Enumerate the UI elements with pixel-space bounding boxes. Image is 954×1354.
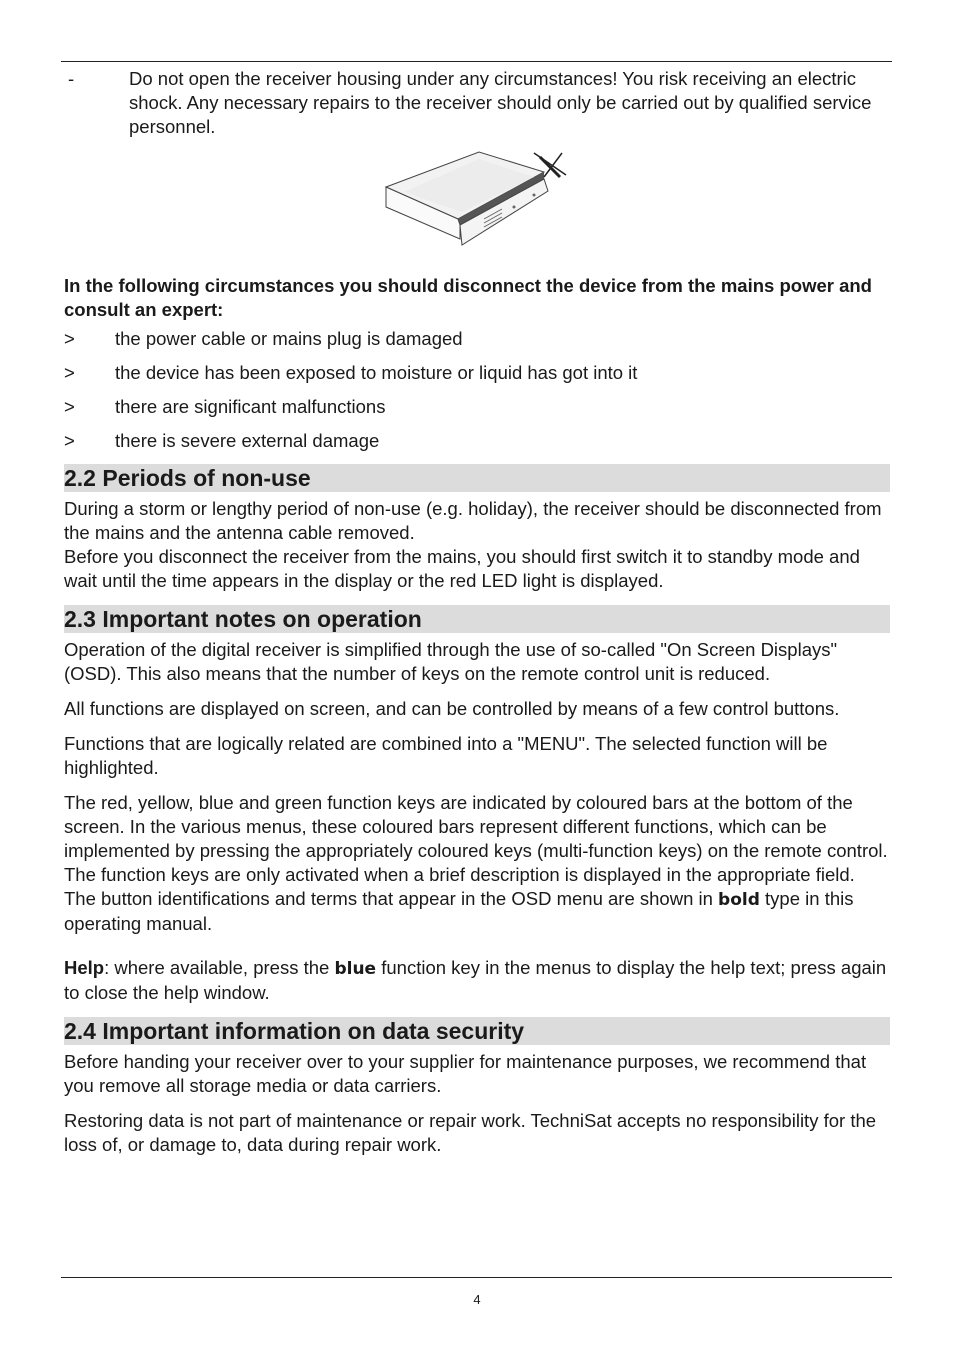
list-item-text: there is severe external damage bbox=[115, 430, 380, 451]
text-run: The button identifications and terms that appear in the OSD menu are shown in bbox=[64, 888, 719, 909]
paragraph: Before you disconnect the receiver from the mains, you should first switch it to standby mode and wait until the time appears in the display or the red LED light is displayed. bbox=[64, 546, 860, 591]
receiver-no-screwdriver-icon bbox=[384, 147, 574, 247]
page-content bbox=[64, 67, 890, 1157]
bottom-rule bbox=[61, 1277, 892, 1278]
paragraph: Operation of the digital receiver is simplified through the use of so-called "On Screen Displays" (OSD). This also means that the number of keys on the remote control unit is reduced. bbox=[64, 639, 838, 684]
paragraph: The red, yellow, blue and green function keys are indicated by coloured bars at the bottom of the screen. In the various menus, these coloured bars represent different functions, which can be implemented by pressing the appropriately coloured keys (multi-function keys) on the remote control. The function keys are only activated when a brief description is displayed in the appropriate field. bbox=[64, 792, 888, 885]
paragraph: Functions that are logically related are combined into a "MENU". The selected function will be highlighted. bbox=[64, 733, 828, 778]
help-label: Help bbox=[64, 957, 105, 978]
paragraph: During a storm or lengthy period of non-use (e.g. holiday), the receiver should be disconnected from the mains and the antenna cable removed. bbox=[64, 498, 882, 543]
paragraph: Before handing your receiver over to your supplier for maintenance purposes, we recommend that you remove all storage media or data carriers. bbox=[64, 1051, 867, 1096]
bullet-marker: > bbox=[64, 328, 75, 349]
paragraph-bold-note bbox=[64, 887, 890, 936]
paragraph: Restoring data is not part of maintenance or repair work. TechniSat accepts no responsibility for the loss of, or damage to, data during repair work. bbox=[64, 1110, 877, 1155]
disconnect-list bbox=[64, 327, 890, 457]
dash-marker: - bbox=[68, 68, 75, 89]
bullet-marker: > bbox=[64, 396, 75, 417]
list-item bbox=[64, 395, 890, 429]
bullet-marker: > bbox=[64, 362, 75, 383]
section-heading-2-2: 2.2 Periods of non-use bbox=[64, 464, 890, 492]
warning-text: Do not open the receiver housing under any circumstances! You risk receiving an electric shock. Any necessary repairs to the receiver should only be carried out by qualified service personnel. bbox=[129, 68, 872, 137]
section-heading-2-4: 2.4 Important information on data security bbox=[64, 1017, 890, 1045]
list-item-text: the device has been exposed to moisture or liquid has got into it bbox=[115, 362, 638, 383]
disconnect-heading: In the following circumstances you should disconnect the device from the mains power and consult an expert: bbox=[64, 275, 872, 320]
help-paragraph bbox=[64, 956, 890, 1005]
page-number: 4 bbox=[473, 1292, 481, 1307]
bullet-marker: > bbox=[64, 430, 75, 451]
text-run: type in this operating manual. bbox=[64, 888, 854, 934]
warning-item bbox=[68, 67, 890, 139]
text-run: : where available, press the bbox=[104, 957, 335, 978]
text-run: function key in the menus to display the help text; press again to close the help window. bbox=[64, 957, 887, 1003]
list-item bbox=[64, 327, 890, 361]
section-heading-2-3: 2.3 Important notes on operation bbox=[64, 605, 890, 633]
receiver-figure bbox=[64, 147, 890, 253]
top-rule bbox=[61, 61, 892, 62]
paragraph: All functions are displayed on screen, and can be controlled by means of a few control buttons. bbox=[64, 698, 840, 719]
blue-keyword: blue bbox=[334, 959, 377, 979]
list-item-text: there are significant malfunctions bbox=[115, 396, 386, 417]
list-item bbox=[64, 429, 890, 457]
list-item bbox=[64, 361, 890, 395]
bold-keyword: bold bbox=[718, 890, 760, 910]
list-item-text: the power cable or mains plug is damaged bbox=[115, 328, 463, 349]
